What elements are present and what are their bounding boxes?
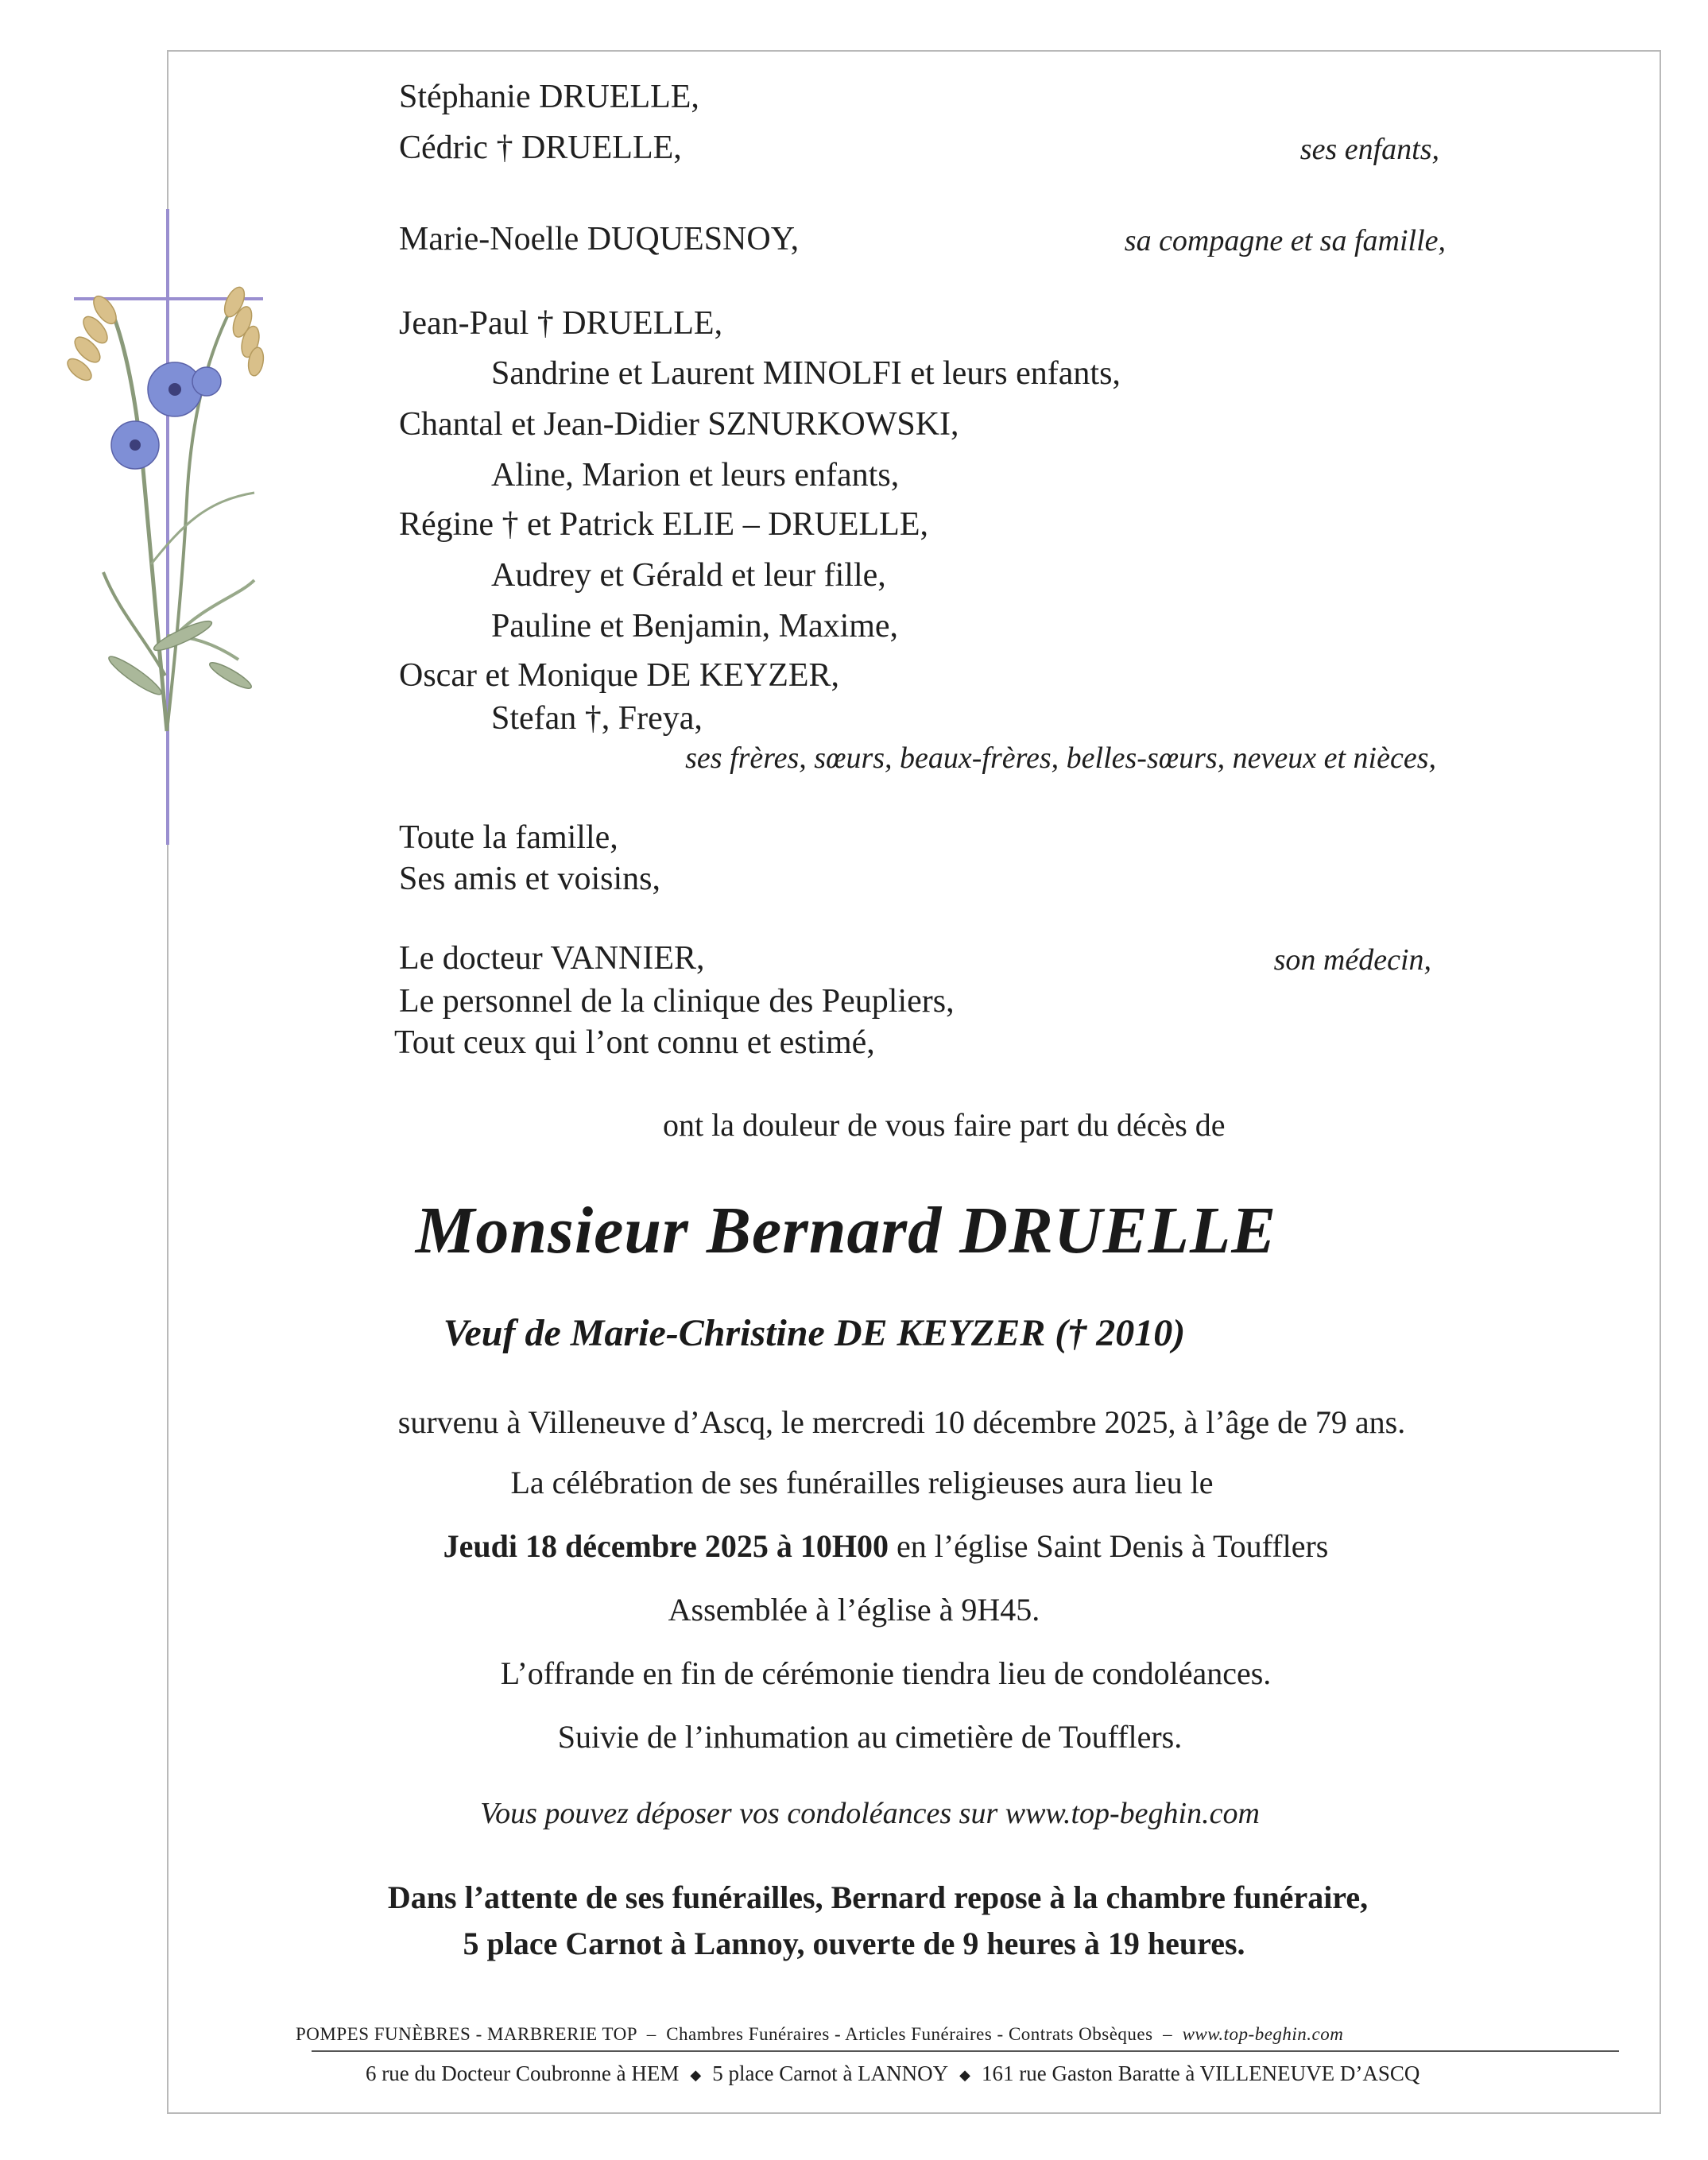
family-line: Pauline et Benjamin, Maxime, <box>491 608 899 645</box>
offering-line: L’offrande en fin de cérémonie tiendra lieu de condoléances. <box>500 1655 1272 1691</box>
family-role: ses frères, sœurs, beaux-frères, belles-sœurs, neveux et nièces, <box>685 741 1436 775</box>
funeral-date: Jeudi 18 décembre 2025 à 10H00 <box>443 1528 889 1564</box>
family-role: son médecin, <box>1273 943 1431 977</box>
family-line: Sandrine et Laurent MINOLFI et leurs enfants, <box>491 355 1121 392</box>
death-details: survenu à Villeneuve d’Ascq, le mercredi 10 décembre 2025, à l’âge de 79 ans. <box>397 1404 1406 1440</box>
cornflower-wheat-illustration <box>48 262 286 771</box>
footer-address: 5 place Carnot à LANNOY <box>712 2061 949 2085</box>
footer-services <box>296 2024 1343 2045</box>
footer-dash: – <box>646 2024 656 2044</box>
footer-website: www.top-beghin.com <box>1182 2024 1344 2044</box>
family-line: Audrey et Gérald et leur fille, <box>491 557 886 594</box>
family-line: Chantal et Jean-Didier SZNURKOWSKI, <box>399 406 959 443</box>
family-line: Stefan †, Freya, <box>491 700 703 737</box>
footer-company: POMPES FUNÈBRES - MARBRERIE TOP <box>296 2024 637 2044</box>
footer-divider <box>312 2050 1619 2052</box>
announcement-intro: ont la douleur de vous faire part du décès de <box>663 1107 1226 1143</box>
assembly-line: Assemblée à l’église à 9H45. <box>668 1592 1040 1628</box>
rest-line-2: 5 place Carnot à Lannoy, ouverte de 9 heures à 19 heures. <box>463 1926 1245 1961</box>
family-line: Cédric † DRUELLE, <box>399 130 682 166</box>
footer-address: 161 rue Gaston Baratte à VILLENEUVE D’ASCQ <box>982 2061 1420 2085</box>
family-role: sa compagne et sa famille, <box>1124 224 1446 257</box>
family-line: Stéphanie DRUELLE, <box>399 79 699 115</box>
funeral-place: en l’église Saint Denis à Toufflers <box>888 1528 1329 1564</box>
diamond-bullet-icon: ◆ <box>959 2067 971 2084</box>
diamond-bullet-icon: ◆ <box>690 2067 702 2084</box>
footer-address: 6 rue du Docteur Coubronne à HEM <box>366 2061 680 2085</box>
condolences-line: Vous pouvez déposer vos condoléances sur www.top-beghin.com <box>480 1797 1260 1830</box>
family-line: Le docteur VANNIER, <box>399 940 705 977</box>
family-line: Tout ceux qui l’ont connu et estimé, <box>394 1024 875 1061</box>
widower-line: Veuf de Marie-Christine DE KEYZER († 2010) <box>443 1312 1186 1354</box>
funeral-date-line <box>32 1527 1708 1565</box>
footer-addresses <box>366 2061 1419 2086</box>
family-line: Ses amis et voisins, <box>399 861 661 897</box>
footer-dash: – <box>1163 2024 1173 2044</box>
rest-line-1: Dans l’attente de ses funérailles, Bernard repose à la chambre funéraire, <box>387 1879 1369 1915</box>
family-line: Oscar et Monique DE KEYZER, <box>399 657 840 694</box>
family-line: Jean-Paul † DRUELLE, <box>399 305 723 342</box>
footer-services-list: Chambres Funéraires - Articles Funéraires - Contrats Obsèques <box>666 2024 1153 2044</box>
celebration-line: La célébration de ses funérailles religieuses aura lieu le <box>510 1465 1214 1500</box>
family-line: Régine † et Patrick ELIE – DRUELLE, <box>399 506 928 543</box>
family-line: Marie-Noelle DUQUESNOY, <box>399 221 800 257</box>
family-line: Toute la famille, <box>399 819 618 856</box>
burial-line: Suivie de l’inhumation au cimetière de Toufflers. <box>557 1719 1183 1755</box>
family-line: Le personnel de la clinique des Peupliers, <box>399 983 955 1020</box>
family-line: Aline, Marion et leurs enfants, <box>491 457 900 494</box>
deceased-name: Monsieur Bernard DRUELLE <box>415 1194 1277 1268</box>
family-role: ses enfants, <box>1299 133 1439 166</box>
